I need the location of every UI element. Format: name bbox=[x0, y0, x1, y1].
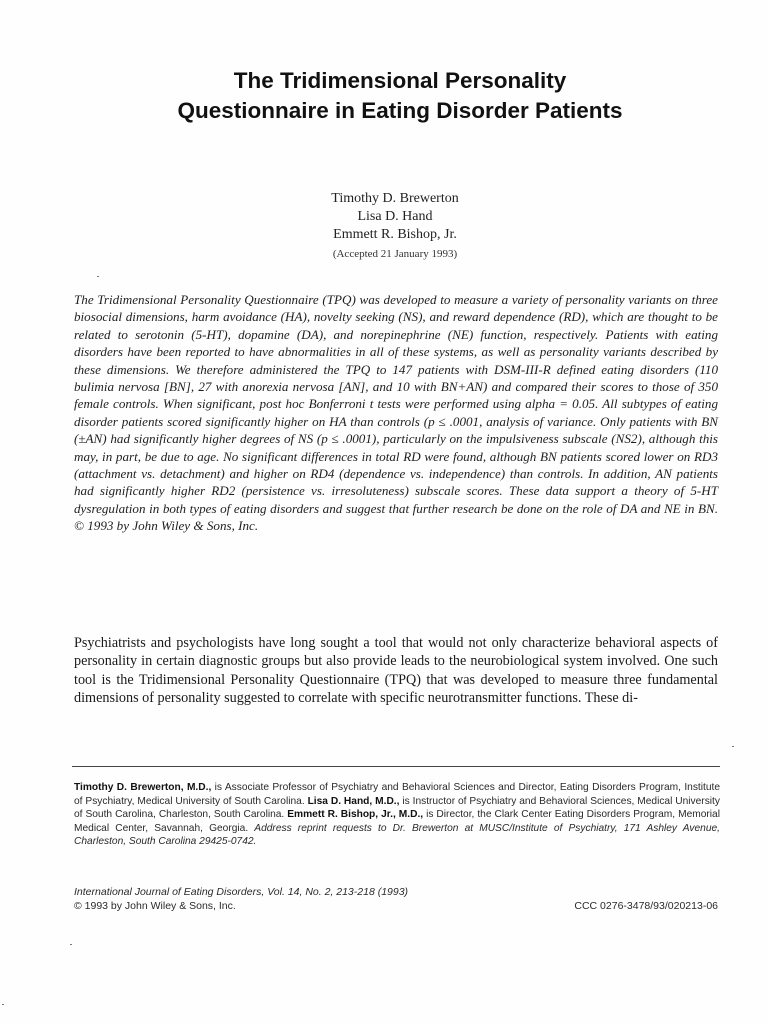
body-paragraph: Psychiatrists and psychologists have long sought a tool that would not only characterize behavioral aspects of personality in certain diagnostic groups but also provide leads to the neurobiological system involved. One such tool is the Tridimensional Personality Questionnaire (TPQ) that was developed to measure three fundamental dimensions of personality suggested to correlate with specific neurotransmitter functions. These di- bbox=[74, 635, 718, 706]
author-affiliations-footnote bbox=[74, 781, 720, 849]
footnote-author-3-name: Emmett R. Bishop, Jr., M.D., bbox=[287, 809, 424, 821]
scan-speck bbox=[70, 944, 72, 945]
footnote-divider bbox=[72, 766, 720, 767]
accepted-date: (Accepted 21 January 1993) bbox=[332, 248, 458, 260]
article-title bbox=[80, 66, 720, 126]
journal-copyright: © 1993 by John Wiley & Sons, Inc. bbox=[74, 899, 236, 912]
title-line-2: Questionnaire in Eating Disorder Patients bbox=[177, 98, 623, 123]
author-name: Lisa D. Hand bbox=[357, 209, 433, 224]
footnote-author-2-name: Lisa D. Hand, M.D., bbox=[307, 795, 400, 807]
scan-speck bbox=[97, 276, 99, 277]
author-list bbox=[200, 190, 590, 244]
footnote-author-2-text: is Instructor of Psychiatry and Behavioral Sciences, Medical University of South Carolina, Charleston, South Carolina. bbox=[74, 795, 720, 821]
journal-citation: International Journal of Eating Disorders, Vol. 14, No. 2, 213-218 (1993) bbox=[74, 886, 409, 898]
scan-speck bbox=[2, 1004, 4, 1005]
abstract: The Tridimensional Personality Questionnaire (TPQ) was developed to measure a variety of personality variants on three biosocial dimensions, harm avoidance (HA), novelty seeking (NS), and reward dependence (RD), which are thought to be related to serotonin (5-HT), dopamine (DA), and norepinephrine (NE) function, respectively. Patients with eating disorders have been reported to have abnormalities in all of these systems, as well as personality variants described by these dimensions. We therefore administered the TPQ to 147 patients with DSM-III-R defined eating disorders (110 bulimia nervosa [BN], 27 with anorexia nervosa [AN], and 10 with BN+AN) and compared their scores to those of 350 female controls. When significant, post hoc Bonferroni t tests were performed using alpha = 0.05. All subtypes of eating disorder patients scored significantly higher on HA than controls (p ≤ .0001, analysis of variance. Only patients with BN (±AN) had significantly higher degrees of NS (p ≤ .0001), particularly on the impulsiveness subscale (NS2), although this may, in part, be due to age. No significant differences in total RD were found, although BN patients scored lower on RD3 (attachment vs. detachment) and higher on RD4 (dependence vs. independence) than controls. In addition, AN patients had significantly higher RD2 (persistence vs. irresoluteness) subscale scores. These data support a theory of 5-HT dysregulation in both types of eating disorders and suggest that further research be done on the role of DA and NE in BN. © 1993 by John Wiley & Sons, Inc. bbox=[74, 292, 718, 534]
footnote-author-1-text: is Associate Professor of Psychiatry and Behavioral Sciences and Director, Eating Disorders Program, Institute of Psychiatry, Medical University of South Carolina. bbox=[74, 782, 721, 807]
author-name: Timothy D. Brewerton bbox=[331, 191, 459, 206]
author-name: Emmett R. Bishop, Jr. bbox=[333, 227, 457, 242]
footnote-reprint-request: Address reprint requests to Dr. Brewerton at MUSC/Institute of Psychiatry, 171 Ashley Avenue, Charleston, South Carolina 29425-0742. bbox=[74, 822, 720, 848]
footnote-author-3-text: is Director, the Clark Center Eating Disorders Program, Memorial Medical Center, Savannah, Georgia. bbox=[74, 809, 720, 834]
ccc-code: CCC 0276-3478/93/020213-06 bbox=[574, 900, 718, 912]
scan-speck bbox=[732, 746, 734, 747]
title-line-1: The Tridimensional Personality bbox=[233, 68, 567, 93]
footnote-author-1-name: Timothy D. Brewerton, M.D., bbox=[74, 782, 212, 793]
journal-citation-block bbox=[74, 886, 474, 913]
